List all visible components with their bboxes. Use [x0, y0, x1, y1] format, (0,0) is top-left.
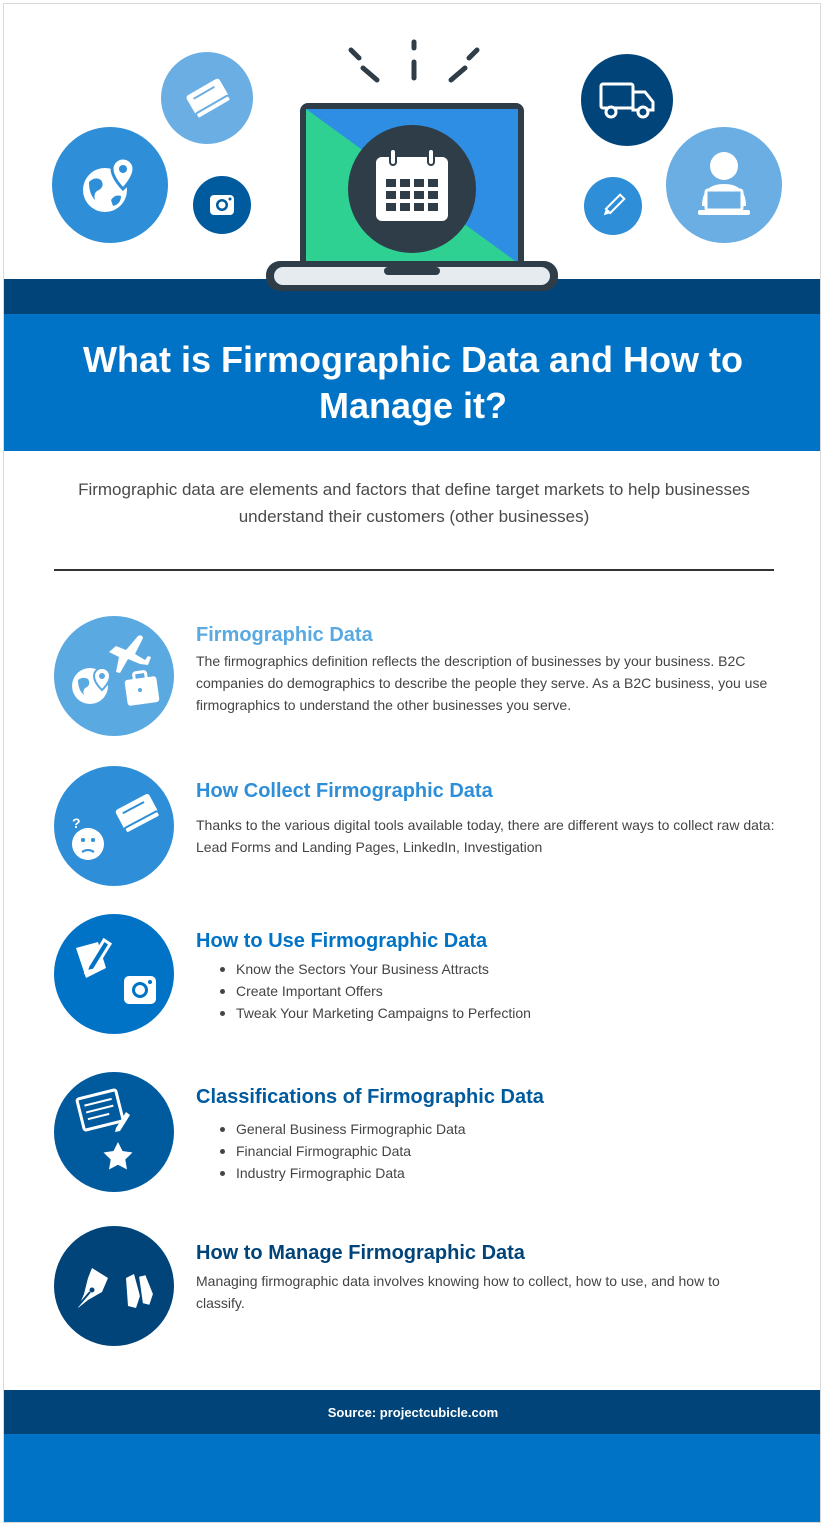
section-text: Thanks to the various digital tools available today, there are different ways to collect raw data: Lead Forms and Landing Pages, LinkedIn, Investigation — [196, 817, 775, 855]
calendar-icon — [376, 149, 448, 221]
divider — [54, 569, 774, 571]
section-body — [196, 622, 781, 716]
source-band — [4, 1390, 821, 1434]
section-title: Firmographic Data — [196, 624, 373, 646]
hero — [4, 4, 821, 314]
list-item: Tweak Your Marketing Campaigns to Perfection — [196, 1002, 781, 1024]
truck-icon — [581, 54, 673, 146]
section-list — [196, 1118, 781, 1184]
book-icon — [161, 52, 253, 144]
infographic — [3, 3, 821, 1523]
list-item: Industry Firmographic Data — [196, 1162, 781, 1184]
list-item: Financial Firmographic Data — [196, 1140, 781, 1162]
sparkle-icon — [339, 34, 489, 89]
list-item: Know the Sectors Your Business Attracts — [196, 958, 781, 980]
section-text: The firmographics definition reflects the description of businesses by your business. B2C companies do demographics to describe the people they serve. As a B2C business, you use firmographics to understand the other businesses you serve. — [196, 653, 768, 713]
section-body — [196, 1240, 781, 1314]
pencil-icon — [584, 177, 642, 235]
section-list — [196, 958, 781, 1024]
bottom-band — [4, 1434, 821, 1523]
section-body — [196, 778, 781, 858]
section-title: How to Manage Firmographic Data — [196, 1242, 525, 1264]
svg-text:?: ? — [72, 815, 81, 831]
edit-camera-icon — [54, 914, 174, 1034]
globe-pin-icon — [52, 127, 168, 243]
travel-icon — [54, 616, 174, 736]
section-title: How to Use Firmographic Data — [196, 930, 488, 952]
user-laptop-icon — [666, 127, 782, 243]
pen-hands-icon — [54, 1226, 174, 1346]
camera-icon — [193, 176, 251, 234]
intro-text: Firmographic data are elements and factors that define target markets to help businesses understand their customers (other businesses) — [78, 480, 750, 526]
section-title: How Collect Firmographic Data — [196, 780, 493, 802]
source-text: Source: projectcubicle.com — [327, 1404, 499, 1420]
list-item: Create Important Offers — [196, 980, 781, 1002]
section-title: Classifications of Firmographic Data — [196, 1086, 544, 1108]
section-text: Managing firmographic data involves knowing how to collect, how to use, and how to classify. — [196, 1273, 720, 1311]
list-item: General Business Firmographic Data — [196, 1118, 781, 1140]
laptop-calendar-illustration — [262, 99, 562, 299]
section-body — [196, 1084, 781, 1184]
title-band — [4, 314, 821, 451]
section-body — [196, 928, 781, 1024]
page-title: What is Firmographic Data and How to Manage it? — [82, 338, 744, 426]
thinking-book-icon — [54, 766, 174, 886]
list-star-icon — [54, 1072, 174, 1192]
